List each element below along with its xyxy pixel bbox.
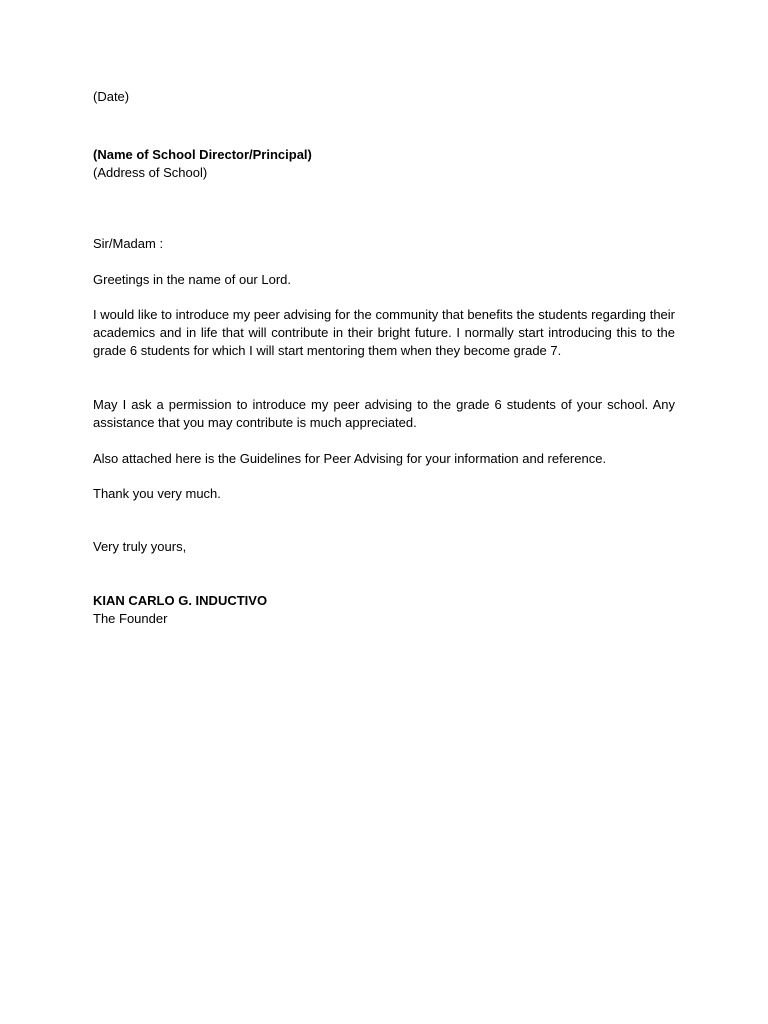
signatory-title: The Founder [93,611,168,626]
salutation: Sir/Madam : [93,236,164,251]
body-paragraph-attachment: Also attached here is the Guidelines for Peer Advising for your information and reference. [93,451,607,466]
date-line: (Date) [93,89,130,104]
body-paragraph-request: May I ask a permission to introduce my peer advising to the grade 6 students of your school. Any assistance that you may contribute is much appreciated. [93,397,675,430]
greeting-line: Greetings in the name of our Lord. [93,272,292,287]
recipient-address: (Address of School) [93,165,208,180]
signatory-name: KIAN CARLO G. INDUCTIVO [93,593,268,608]
recipient-name: (Name of School Director/Principal) [93,147,312,162]
thanks-line: Thank you very much. [93,486,221,501]
body-paragraph-intro: I would like to introduce my peer advising for the community that benefits the students regarding their academics and in life that will contribute in their bright future. I normally start introducing this to the grade 6 students for which I will start mentoring them when they become grade 7. [93,307,675,358]
closing-line: Very truly yours, [93,539,187,554]
